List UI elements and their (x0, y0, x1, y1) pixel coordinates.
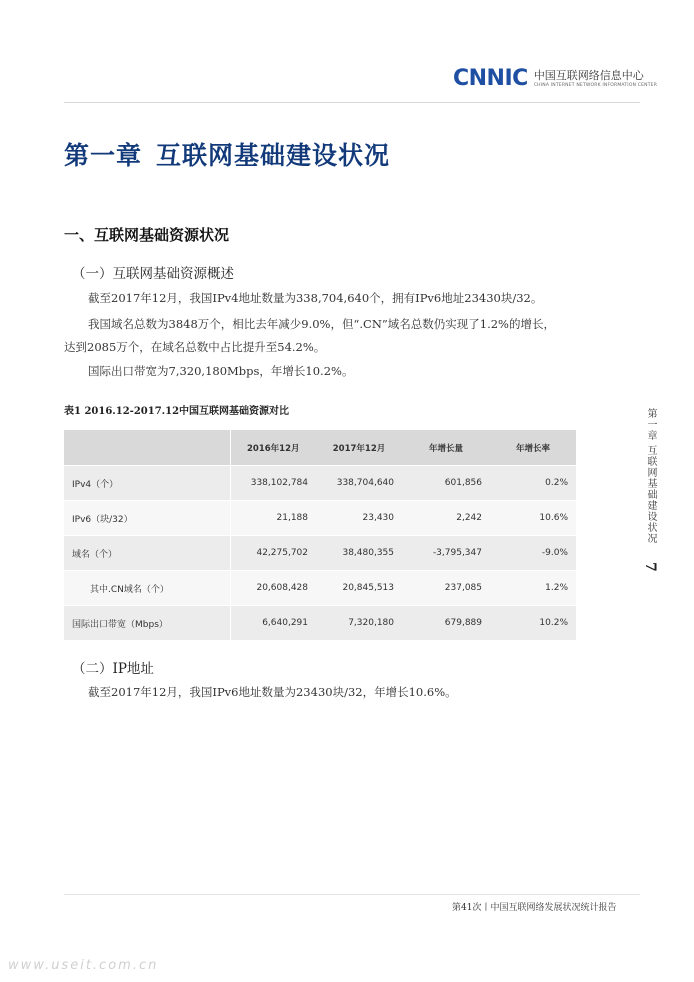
table-cell: 20,608,428 (230, 571, 316, 606)
chapter-name: 互联网基础建设状况 (156, 141, 391, 170)
table-cell: 42,275,702 (230, 536, 316, 571)
table-cell-label: 国际出口带宽（Mbps） (64, 606, 230, 641)
table-cell: 6,640,291 (230, 606, 316, 641)
org-name-cn: 中国互联网络信息中心 (533, 68, 644, 82)
paragraph-bandwidth: 国际出口带宽为7,320,180Mbps，年增长10.2%。 (88, 364, 354, 378)
table-cell: 338,704,640 (316, 466, 402, 501)
table-header-cell: 年增长率 (490, 430, 576, 466)
chapter-number: 第一章 (64, 141, 143, 170)
resource-comparison-table (64, 430, 576, 641)
table-cell: 601,856 (402, 466, 490, 501)
org-name-en: CHINA INTERNET NETWORK INFORMATION CENTER (533, 82, 658, 88)
table-cell: 38,480,355 (316, 536, 402, 571)
table-cell: 338,102,784 (230, 466, 316, 501)
table-caption: 表1 2016.12-2017.12中国互联网基础资源对比 (64, 406, 290, 417)
paragraph-ip-summary: 截至2017年12月，我国IPv4地址数量为338,704,640个，拥有IPv6地址23430块/32。 (88, 291, 543, 305)
page-number: 7 (642, 562, 658, 572)
paragraph-domain-line1: 我国域名总数为3848万个，相比去年减少9.0%，但“.CN”域名总数仍实现了1.2%的增长， (88, 317, 555, 331)
table-cell: 1.2% (490, 571, 576, 606)
side-chapter-label: 第一章 互联网基础建设状况 (645, 408, 656, 545)
logo-mark: CNNIC (453, 66, 528, 91)
table-cell: 679,889 (402, 606, 490, 641)
table-cell-label: IPv6（块/32） (64, 501, 230, 536)
table-header-cell: 2016年12月 (230, 430, 316, 466)
table-row (64, 606, 576, 641)
table-cell: -9.0% (490, 536, 576, 571)
logo-text (534, 69, 657, 89)
table-cell: 10.6% (490, 501, 576, 536)
table-cell: 2,242 (402, 501, 490, 536)
table-row (64, 536, 576, 571)
table-header-row (64, 430, 576, 466)
footer-report-title: 第41次丨中国互联网络发展状况统计报告 (452, 903, 617, 913)
header-divider (64, 102, 640, 103)
table-row (64, 466, 576, 501)
table-header-cell: 年增长量 (402, 430, 490, 466)
table-cell: 23,430 (316, 501, 402, 536)
cnnic-logo (453, 66, 657, 91)
table-header-cell (64, 430, 230, 466)
table-cell-label: IPv4（个） (64, 466, 230, 501)
paragraph-domain-line2: 达到2085万个，在域名总数中占比提升至54.2%。 (64, 340, 326, 354)
watermark: www.useit.com.cn (8, 958, 159, 973)
subsection-title-overview: （一）互联网基础资源概述 (72, 266, 234, 282)
chapter-title (64, 136, 390, 172)
table-cell: 21,188 (230, 501, 316, 536)
paragraph-ipv6: 截至2017年12月，我国IPv6地址数量为23430块/32，年增长10.6%。 (88, 685, 457, 699)
subsection-title-ip: （二）IP地址 (72, 661, 154, 677)
footer-divider (64, 894, 640, 895)
table-header-cell: 2017年12月 (316, 430, 402, 466)
table-row (64, 571, 576, 606)
table-cell: -3,795,347 (402, 536, 490, 571)
table-cell-label: 域名（个） (64, 536, 230, 571)
section-title: 一、互联网基础资源状况 (64, 226, 230, 244)
table-cell-label: 其中.CN域名（个） (64, 571, 230, 606)
table-cell: 7,320,180 (316, 606, 402, 641)
table-row (64, 501, 576, 536)
table-cell: 0.2% (490, 466, 576, 501)
table-cell: 10.2% (490, 606, 576, 641)
table-cell: 237,085 (402, 571, 490, 606)
table-cell: 20,845,513 (316, 571, 402, 606)
